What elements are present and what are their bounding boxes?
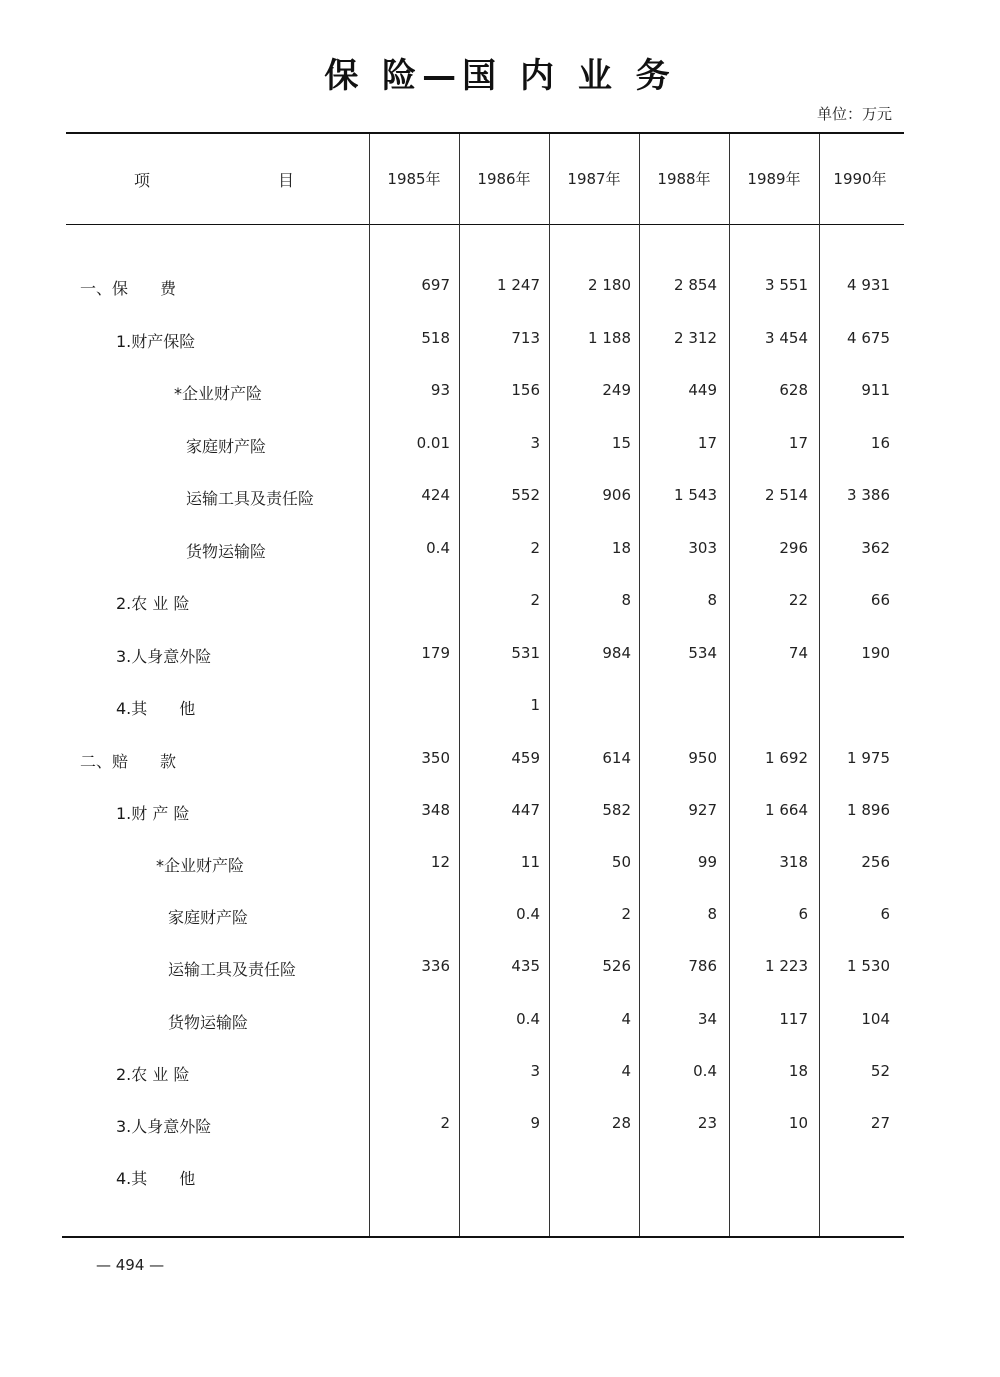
- table-cell: 66: [870, 591, 890, 609]
- table-cell: 12: [430, 853, 450, 871]
- table-row: [0, 486, 1000, 516]
- table-cell: 1 530: [847, 957, 890, 975]
- table-cell: 249: [602, 381, 631, 399]
- table-cell: 449: [688, 381, 717, 399]
- table-cell: 296: [779, 539, 808, 557]
- table-cell: 1 223: [765, 957, 808, 975]
- table-cell: 336: [421, 957, 450, 975]
- table-row: [0, 276, 1000, 306]
- table-cell: 28: [611, 1114, 631, 1132]
- table-cell: 628: [779, 381, 808, 399]
- table-cell: 17: [697, 434, 717, 452]
- table-cell: 3 551: [765, 276, 808, 294]
- table-cell: 614: [602, 749, 631, 767]
- table-cell: 27: [870, 1114, 890, 1132]
- table-cell: 950: [688, 749, 717, 767]
- table-row: [0, 591, 1000, 621]
- table-cell: 552: [511, 486, 540, 504]
- row-label: 4.其 他: [116, 1169, 196, 1188]
- table-cell: 518: [421, 329, 450, 347]
- table-cell: 582: [602, 801, 631, 819]
- table-cell: 1 664: [765, 801, 808, 819]
- row-label: 3.人身意外险: [116, 647, 212, 666]
- table-row: [0, 957, 1000, 987]
- table-cell: 15: [611, 434, 631, 452]
- table-cell: 8: [707, 905, 717, 923]
- table-cell: 927: [688, 801, 717, 819]
- row-label: 家庭财产险: [168, 908, 249, 927]
- table-cell: 2: [440, 1114, 450, 1132]
- row-label: 运输工具及责任险: [186, 489, 315, 508]
- table-cell: 0.4: [516, 1010, 540, 1028]
- row-label: *企业财产险: [156, 856, 245, 875]
- row-label: 货物运输险: [186, 542, 267, 561]
- row-label: 货物运输险: [168, 1013, 249, 1032]
- table-row: [0, 749, 1000, 779]
- table-top-rule: [66, 132, 904, 134]
- table-cell: 117: [779, 1010, 808, 1028]
- header-year: 1988年: [657, 170, 711, 188]
- row-label: 2.农 业 险: [116, 1065, 190, 1084]
- table-row: [0, 1010, 1000, 1040]
- table-cell: 1 543: [674, 486, 717, 504]
- table-cell: 2: [530, 591, 540, 609]
- table-cell: 22: [788, 591, 808, 609]
- table-cell: 18: [611, 539, 631, 557]
- table-row: [0, 1062, 1000, 1092]
- page-title: 保 险—国 内 业 务: [324, 56, 676, 96]
- table-cell: 8: [707, 591, 717, 609]
- table-row: [0, 1166, 1000, 1196]
- table-cell: 3 386: [847, 486, 890, 504]
- table-cell: 23: [697, 1114, 717, 1132]
- header-year: 1989年: [747, 170, 801, 188]
- table-cell: 0.4: [693, 1062, 717, 1080]
- table-cell: 348: [421, 801, 450, 819]
- header-year: 1986年: [477, 170, 531, 188]
- table-cell: 74: [788, 644, 808, 662]
- table-cell: 3: [530, 1062, 540, 1080]
- table-cell: 16: [870, 434, 890, 452]
- table-row: [0, 644, 1000, 674]
- table-row: [0, 381, 1000, 411]
- table-cell: 2: [530, 539, 540, 557]
- table-cell: 1 692: [765, 749, 808, 767]
- table-cell: 2 180: [588, 276, 631, 294]
- table-row: [0, 539, 1000, 569]
- table-cell: 2 312: [674, 329, 717, 347]
- table-row: [0, 696, 1000, 726]
- row-label: 4.其 他: [116, 699, 196, 718]
- table-cell: 18: [788, 1062, 808, 1080]
- header-year: 1990年: [833, 170, 887, 188]
- table-cell: 1 188: [588, 329, 631, 347]
- unit-label: 单位：万元: [816, 105, 892, 123]
- table-cell: 350: [421, 749, 450, 767]
- table-cell: 318: [779, 853, 808, 871]
- table-cell: 1: [530, 696, 540, 714]
- table-cell: 534: [688, 644, 717, 662]
- table-cell: 531: [511, 644, 540, 662]
- row-label: *企业财产险: [174, 384, 263, 403]
- table-cell: 362: [861, 539, 890, 557]
- table-cell: 447: [511, 801, 540, 819]
- table-cell: 4: [621, 1010, 631, 1028]
- table-cell: 52: [870, 1062, 890, 1080]
- row-label: 家庭财产险: [186, 437, 267, 456]
- table-cell: 697: [421, 276, 450, 294]
- header-item-label: 项: [134, 171, 151, 190]
- header-year: 1987年: [567, 170, 621, 188]
- table-cell: 6: [798, 905, 808, 923]
- table-cell: 1 975: [847, 749, 890, 767]
- table-cell: 3 454: [765, 329, 808, 347]
- table-cell: 50: [611, 853, 631, 871]
- table-cell: 104: [861, 1010, 890, 1028]
- table-cell: 10: [788, 1114, 808, 1132]
- table-cell: 526: [602, 957, 631, 975]
- table-cell: 911: [861, 381, 890, 399]
- table-cell: 984: [602, 644, 631, 662]
- table-cell: 786: [688, 957, 717, 975]
- table-cell: 2 854: [674, 276, 717, 294]
- table-cell: 34: [697, 1010, 717, 1028]
- table-cell: 459: [511, 749, 540, 767]
- table-cell: 190: [861, 644, 890, 662]
- row-label: 1.财产保险: [116, 332, 196, 351]
- table-cell: 9: [530, 1114, 540, 1132]
- table-cell: 4 931: [847, 276, 890, 294]
- table-cell: 0.4: [426, 539, 450, 557]
- table-bottom-rule: [62, 1236, 904, 1238]
- header-item-label: 目: [278, 171, 295, 190]
- table-cell: 2: [621, 905, 631, 923]
- row-label: 运输工具及责任险: [168, 960, 297, 979]
- header-bottom-rule: [66, 224, 904, 225]
- table-cell: 256: [861, 853, 890, 871]
- header-year: 1985年: [387, 170, 441, 188]
- table-cell: 179: [421, 644, 450, 662]
- table-cell: 303: [688, 539, 717, 557]
- table-cell: 1 247: [497, 276, 540, 294]
- table-cell: 906: [602, 486, 631, 504]
- table-cell: 3: [530, 434, 540, 452]
- table-cell: 6: [880, 905, 890, 923]
- row-label: 2.农 业 险: [116, 594, 190, 613]
- table-cell: 4: [621, 1062, 631, 1080]
- table-cell: 424: [421, 486, 450, 504]
- table-cell: 11: [520, 853, 540, 871]
- table-row: [0, 905, 1000, 935]
- row-label: 一、保 费: [80, 279, 177, 298]
- table-cell: 93: [430, 381, 450, 399]
- table-row: [0, 1114, 1000, 1144]
- table-cell: 1 896: [847, 801, 890, 819]
- table-cell: 17: [788, 434, 808, 452]
- table-row: [0, 853, 1000, 883]
- table-row: [0, 434, 1000, 464]
- table-cell: 4 675: [847, 329, 890, 347]
- table-cell: 2 514: [765, 486, 808, 504]
- row-label: 1.财 产 险: [116, 804, 190, 823]
- table-row: [0, 329, 1000, 359]
- table-cell: 0.01: [416, 434, 450, 452]
- table-cell: 99: [697, 853, 717, 871]
- table-row: [0, 801, 1000, 831]
- table-cell: 8: [621, 591, 631, 609]
- page-number: — 494 —: [96, 1256, 165, 1274]
- table-cell: 435: [511, 957, 540, 975]
- table-cell: 0.4: [516, 905, 540, 923]
- table-cell: 156: [511, 381, 540, 399]
- row-label: 二、赔 款: [80, 752, 177, 771]
- row-label: 3.人身意外险: [116, 1117, 212, 1136]
- table-cell: 713: [511, 329, 540, 347]
